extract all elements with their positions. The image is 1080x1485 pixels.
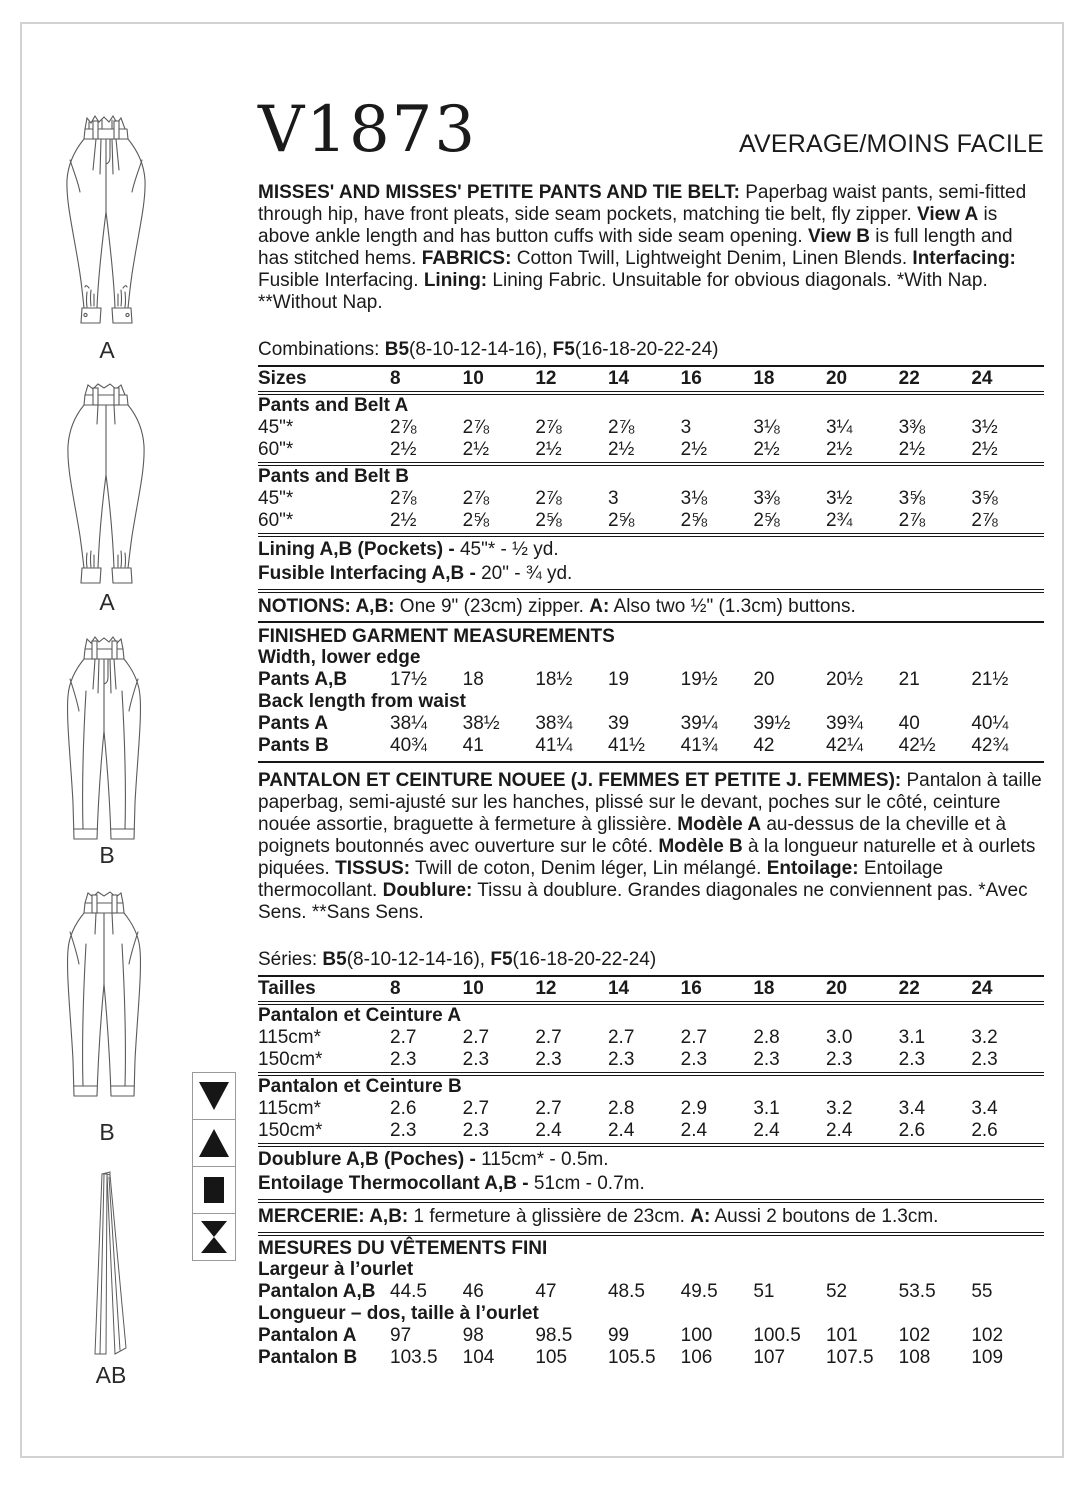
table-cell: 2½ xyxy=(535,439,562,460)
table-cell: 19½ xyxy=(680,669,718,690)
table-cell: Pantalon et Ceinture A xyxy=(258,1005,462,1026)
table-cell: 115cm* xyxy=(258,1027,322,1048)
table-cell: 2.6 xyxy=(390,1098,417,1119)
pattern-number: V1873 xyxy=(258,93,478,167)
table-cell: 105 xyxy=(535,1347,568,1368)
table-cell: Width, lower edge xyxy=(258,647,421,668)
table-cell: 22 xyxy=(898,368,920,389)
table-cell: Pants and Belt B xyxy=(258,466,409,487)
table-cell: Tailles xyxy=(258,978,316,999)
table-cell: 39 xyxy=(607,713,630,734)
notions-en: NOTIONS: A,B: One 9" (23cm) zipper. A: Also two ½" (1.3cm) buttons. xyxy=(258,596,856,617)
table-cell: 2.9 xyxy=(680,1098,708,1119)
table-row xyxy=(258,439,1044,466)
table-cell: 55 xyxy=(971,1281,993,1302)
table-cell: 2½ xyxy=(390,510,417,531)
illustration-view-a-front xyxy=(54,112,160,340)
table-cell: 2.3 xyxy=(390,1120,417,1141)
table-row xyxy=(258,1049,1044,1076)
table-cell: 12 xyxy=(535,978,557,999)
table-cell: 3⅜ xyxy=(898,417,926,438)
table-cell: 109 xyxy=(971,1347,1004,1368)
doublure-yardage-fr: Doublure A,B (Poches) - 115cm* - 0.5m. xyxy=(258,1149,609,1170)
table-row xyxy=(258,1027,1044,1049)
table-cell: 52 xyxy=(825,1281,848,1302)
table-cell: 3.0 xyxy=(825,1027,853,1048)
table-row xyxy=(258,466,1044,488)
table-cell: 2.3 xyxy=(462,1049,490,1070)
table-cell: 41½ xyxy=(607,735,645,756)
table-cell: 3½ xyxy=(971,417,998,438)
table-cell: 2⅝ xyxy=(680,510,708,531)
finished-table-en xyxy=(258,647,1044,757)
table-cell: 19 xyxy=(607,669,630,690)
table-cell: 2.3 xyxy=(898,1049,926,1070)
table-cell: 2½ xyxy=(462,439,490,460)
table-row xyxy=(258,1098,1044,1120)
table-cell: 2⅞ xyxy=(462,488,490,509)
illustration-view-b-back xyxy=(52,888,162,1104)
table-cell: 2.8 xyxy=(607,1098,635,1119)
lining-yardage-en: Lining A,B (Pockets) - 45"* - ½ yd. xyxy=(258,539,559,560)
table-cell: 2⅝ xyxy=(753,510,780,531)
table-cell: 2.4 xyxy=(825,1120,853,1141)
table-cell: 106 xyxy=(680,1347,713,1368)
square-icon xyxy=(193,1167,235,1214)
table-cell: 42½ xyxy=(898,735,936,756)
table-cell: 14 xyxy=(607,368,630,389)
table-cell: 2.7 xyxy=(390,1027,417,1048)
header xyxy=(258,93,1044,167)
difficulty-label: AVERAGE/MOINS FACILE xyxy=(738,130,1044,158)
table-row xyxy=(258,647,1044,669)
down-triangle-icon xyxy=(193,1073,235,1120)
table-cell: 39¾ xyxy=(825,713,863,734)
table-cell: 24 xyxy=(971,978,993,999)
table-cell: 44.5 xyxy=(390,1281,427,1302)
table-cell: Pants and Belt A xyxy=(258,395,409,416)
table-cell: 2.7 xyxy=(680,1027,708,1048)
table-row xyxy=(258,1259,1044,1281)
table-cell: 18½ xyxy=(535,669,573,690)
table-cell: 41 xyxy=(462,735,484,756)
table-cell: 2.3 xyxy=(753,1049,780,1070)
table-cell: 16 xyxy=(680,978,702,999)
table-cell: 45"* xyxy=(258,417,294,438)
table-cell: 22 xyxy=(898,978,920,999)
table-cell: 3 xyxy=(680,417,692,438)
table-cell: 2.6 xyxy=(898,1120,926,1141)
table-cell: 2.3 xyxy=(971,1049,998,1070)
table-cell: 2⅝ xyxy=(607,510,635,531)
table-cell: 40 xyxy=(898,713,920,734)
table-cell: 2⅞ xyxy=(607,417,635,438)
table-cell: 3⅝ xyxy=(971,488,998,509)
table-cell: 2⅞ xyxy=(390,417,417,438)
table-cell: 3⅜ xyxy=(753,488,780,509)
table-row xyxy=(258,669,1044,691)
table-cell: 2½ xyxy=(825,439,853,460)
table-cell: 2.4 xyxy=(680,1120,708,1141)
table-row xyxy=(258,713,1044,735)
table-cell: 2.3 xyxy=(390,1049,417,1070)
table-cell: 24 xyxy=(971,368,993,389)
table-cell: 2¾ xyxy=(825,510,853,531)
table-cell: 20½ xyxy=(825,669,863,690)
table-cell: 60"* xyxy=(258,510,294,531)
table-row xyxy=(258,395,1044,417)
rule xyxy=(258,621,1044,623)
table-row xyxy=(258,735,1044,757)
table-row xyxy=(258,510,1044,537)
table-cell: 103.5 xyxy=(390,1347,438,1368)
table-cell: 3⅝ xyxy=(898,488,926,509)
table-cell: 21 xyxy=(898,669,920,690)
table-cell: 107 xyxy=(753,1347,786,1368)
table-cell: 41¼ xyxy=(535,735,573,756)
table-cell: 49.5 xyxy=(680,1281,718,1302)
table-row xyxy=(258,1347,1044,1369)
table-cell: 3½ xyxy=(825,488,853,509)
table-cell: Pants B xyxy=(258,735,329,756)
series-fr: Séries: B5(8-10-12-14-16), F5(16-18-20-22-24) xyxy=(258,949,657,970)
table-cell: 39¼ xyxy=(680,713,718,734)
table-cell: 12 xyxy=(535,368,557,389)
table-cell: 42 xyxy=(753,735,775,756)
up-triangle-icon xyxy=(193,1120,235,1167)
table-cell: 2⅞ xyxy=(390,488,417,509)
table-cell: 150cm* xyxy=(258,1049,323,1070)
table-row xyxy=(258,691,1044,713)
table-cell: 3¼ xyxy=(825,417,853,438)
text-column xyxy=(258,93,1044,1369)
table-cell: 2.7 xyxy=(535,1098,562,1119)
table-cell: 3.1 xyxy=(753,1098,780,1119)
entoilage-yardage-fr: Entoilage Thermocollant A,B - 51cm - 0.7m. xyxy=(258,1173,645,1194)
table-cell: Pantalon A xyxy=(258,1325,357,1346)
table-cell: 8 xyxy=(390,368,401,389)
table-cell: 2.4 xyxy=(535,1120,562,1141)
table-cell: 3⅛ xyxy=(680,488,708,509)
table-cell: 10 xyxy=(462,978,484,999)
table-cell: 46 xyxy=(462,1281,484,1302)
table-cell: 18 xyxy=(462,669,484,690)
yardage-table-en xyxy=(258,365,1044,537)
table-cell: 2.6 xyxy=(971,1120,998,1141)
table-cell: 38½ xyxy=(462,713,500,734)
table-cell: Pantalon B xyxy=(258,1347,358,1368)
illustration-view-a-back xyxy=(54,380,160,590)
table-cell: 2.3 xyxy=(825,1049,853,1070)
table-cell: 2.7 xyxy=(462,1027,490,1048)
table-cell: 2½ xyxy=(898,439,926,460)
table-cell: 107.5 xyxy=(825,1347,874,1368)
table-cell: 47 xyxy=(535,1281,557,1302)
table-cell: 16 xyxy=(680,368,702,389)
table-cell: 2½ xyxy=(607,439,635,460)
table-cell: 2.8 xyxy=(753,1027,780,1048)
table-cell: 100.5 xyxy=(753,1325,801,1346)
table-cell: 102 xyxy=(898,1325,931,1346)
table-cell: 2⅝ xyxy=(462,510,490,531)
table-cell: 2⅞ xyxy=(462,417,490,438)
table-cell: 20 xyxy=(753,669,775,690)
table-cell: 98 xyxy=(462,1325,484,1346)
illustration-label: B xyxy=(99,842,115,868)
illustration-tie-belt xyxy=(90,1170,132,1362)
table-cell: 3.4 xyxy=(971,1098,998,1119)
table-cell: 21½ xyxy=(971,669,1009,690)
mercerie-fr: MERCERIE: A,B: 1 fermeture à glissière de 23cm. A: Aussi 2 boutons de 1.3cm. xyxy=(258,1206,939,1227)
table-cell: 48.5 xyxy=(607,1281,645,1302)
table-cell: 3.4 xyxy=(898,1098,926,1119)
yardage-table-fr xyxy=(258,975,1044,1147)
table-cell: 40¾ xyxy=(390,735,427,756)
table-cell: 105.5 xyxy=(607,1347,656,1368)
table-cell: 53.5 xyxy=(898,1281,936,1302)
table-cell: 38¼ xyxy=(390,713,427,734)
table-row xyxy=(258,1303,1044,1325)
table-cell: 2.3 xyxy=(535,1049,562,1070)
table-cell: 102 xyxy=(971,1325,1004,1346)
table-cell: 38¾ xyxy=(535,713,573,734)
table-cell: 2½ xyxy=(753,439,780,460)
finished-table-fr xyxy=(258,1259,1044,1369)
description-fr: PANTALON ET CEINTURE NOUEE (J. FEMMES ET PETITE J. FEMMES): Pantalon à taille paperbag, semi-ajusté sur les hanches, plissé sur le devant, poches sur le côté, ceinture nouée assortie, braguette à fermeture à glissière. Modèle A au-dessus de la cheville et à poignets boutonnés avec ouverture sur le côté. Modèle B à la longueur naturelle et à ourlets piquées. TISSUS: Twill de coton, Denim léger, Lin mélangé. Entoilage: Entoilage thermocollant. Doublure: Tissu à doublure. Grandes diagonales ne conviennent pas. *Avec Sens. **Sans Sens. xyxy=(258,770,1042,923)
table-cell: 97 xyxy=(390,1325,412,1346)
table-cell: 20 xyxy=(825,368,848,389)
table-row xyxy=(258,488,1044,510)
rule xyxy=(258,1232,1044,1236)
illustration-view-b-front xyxy=(52,633,162,845)
table-cell: 14 xyxy=(607,978,630,999)
table-cell: 2⅞ xyxy=(898,510,926,531)
table-cell: Pants A xyxy=(258,713,329,734)
illustration-label: B xyxy=(99,1119,115,1145)
table-row xyxy=(258,1120,1044,1147)
table-cell: 45"* xyxy=(258,488,294,509)
rule xyxy=(258,589,1044,593)
finished-title-en: FINISHED GARMENT MEASUREMENTS xyxy=(258,626,615,647)
table-cell: 39½ xyxy=(753,713,791,734)
table-row xyxy=(258,1076,1044,1098)
table-cell: Pants A,B xyxy=(258,669,348,690)
table-cell: 18 xyxy=(753,368,775,389)
table-cell: 2⅞ xyxy=(971,510,998,531)
table-cell: 3.2 xyxy=(971,1027,998,1048)
interfacing-yardage-en: Fusible Interfacing A,B - 20" - ¾ yd. xyxy=(258,563,573,584)
illustration-label: AB xyxy=(95,1362,127,1388)
table-cell: 150cm* xyxy=(258,1120,323,1141)
table-row xyxy=(258,365,1044,395)
table-cell: 2⅝ xyxy=(535,510,562,531)
table-cell: 2.3 xyxy=(462,1120,490,1141)
view-symbols-legend xyxy=(192,1072,236,1261)
combinations-en: Combinations: B5(8-10-12-14-16), F5(16-18-20-22-24) xyxy=(258,339,719,360)
table-cell: 104 xyxy=(462,1347,495,1368)
table-cell: 51 xyxy=(753,1281,775,1302)
table-cell: 2.7 xyxy=(462,1098,490,1119)
table-cell: 17½ xyxy=(390,669,427,690)
table-cell: Pantalon A,B xyxy=(258,1281,376,1302)
table-cell: 2.4 xyxy=(607,1120,635,1141)
table-row xyxy=(258,1325,1044,1347)
table-cell: 2⅞ xyxy=(535,488,562,509)
table-cell: 2½ xyxy=(971,439,998,460)
table-cell: 3⅛ xyxy=(753,417,780,438)
table-cell: 100 xyxy=(680,1325,713,1346)
table-cell: 40¼ xyxy=(971,713,1009,734)
table-cell: 98.5 xyxy=(535,1325,573,1346)
table-cell: 3.2 xyxy=(825,1098,853,1119)
table-cell: 2.4 xyxy=(753,1120,780,1141)
table-cell: 108 xyxy=(898,1347,931,1368)
hourglass-icon xyxy=(193,1214,235,1260)
table-cell: 2.7 xyxy=(535,1027,562,1048)
table-cell: 2⅞ xyxy=(535,417,562,438)
table-cell: Back length from waist xyxy=(258,691,466,712)
table-cell: Largeur à l’ourlet xyxy=(258,1259,414,1280)
table-cell: 3 xyxy=(607,488,619,509)
table-cell: Pantalon et Ceinture B xyxy=(258,1076,462,1097)
table-cell: 8 xyxy=(390,978,401,999)
table-cell: 42¾ xyxy=(971,735,1009,756)
table-cell: 101 xyxy=(825,1325,858,1346)
table-cell: 2.7 xyxy=(607,1027,635,1048)
table-cell: 99 xyxy=(607,1325,630,1346)
finished-title-fr: MESURES DU VÊTEMENTS FINI xyxy=(258,1238,548,1259)
table-cell: Longueur – dos, taille à l’ourlet xyxy=(258,1303,539,1324)
table-cell: 60"* xyxy=(258,439,294,460)
table-cell: 2.3 xyxy=(607,1049,635,1070)
table-cell: 2½ xyxy=(390,439,417,460)
table-cell: 20 xyxy=(825,978,848,999)
illustration-label: A xyxy=(99,589,115,615)
rule xyxy=(258,761,1044,763)
table-cell: 115cm* xyxy=(258,1098,322,1119)
table-row xyxy=(258,417,1044,439)
table-cell: 42¼ xyxy=(825,735,863,756)
rule xyxy=(258,1199,1044,1203)
table-row xyxy=(258,975,1044,1005)
table-cell: 18 xyxy=(753,978,775,999)
table-cell: 10 xyxy=(462,368,484,389)
description-en: MISSES' AND MISSES' PETITE PANTS AND TIE BELT: Paperbag waist pants, semi-fitted through hip, have front pleats, side seam pockets, matching tie belt, fly zipper. View A is above ankle length and has button cuffs with side seam opening. View B is full length and has stitched hems. FABRICS: Cotton Twill, Lightweight Denim, Linen Blends. Interfacing: Fusible Interfacing. Lining: Lining Fabric. Unsuitable for obvious diagonals. *With Nap. **Without Nap. xyxy=(258,182,1027,313)
table-cell: 3.1 xyxy=(898,1027,926,1048)
table-row xyxy=(258,1005,1044,1027)
table-cell: Sizes xyxy=(258,368,307,389)
table-row xyxy=(258,1281,1044,1303)
illustration-label: A xyxy=(99,337,115,363)
table-cell: 41¾ xyxy=(680,735,718,756)
table-cell: 2½ xyxy=(680,439,708,460)
table-cell: 2.3 xyxy=(680,1049,708,1070)
